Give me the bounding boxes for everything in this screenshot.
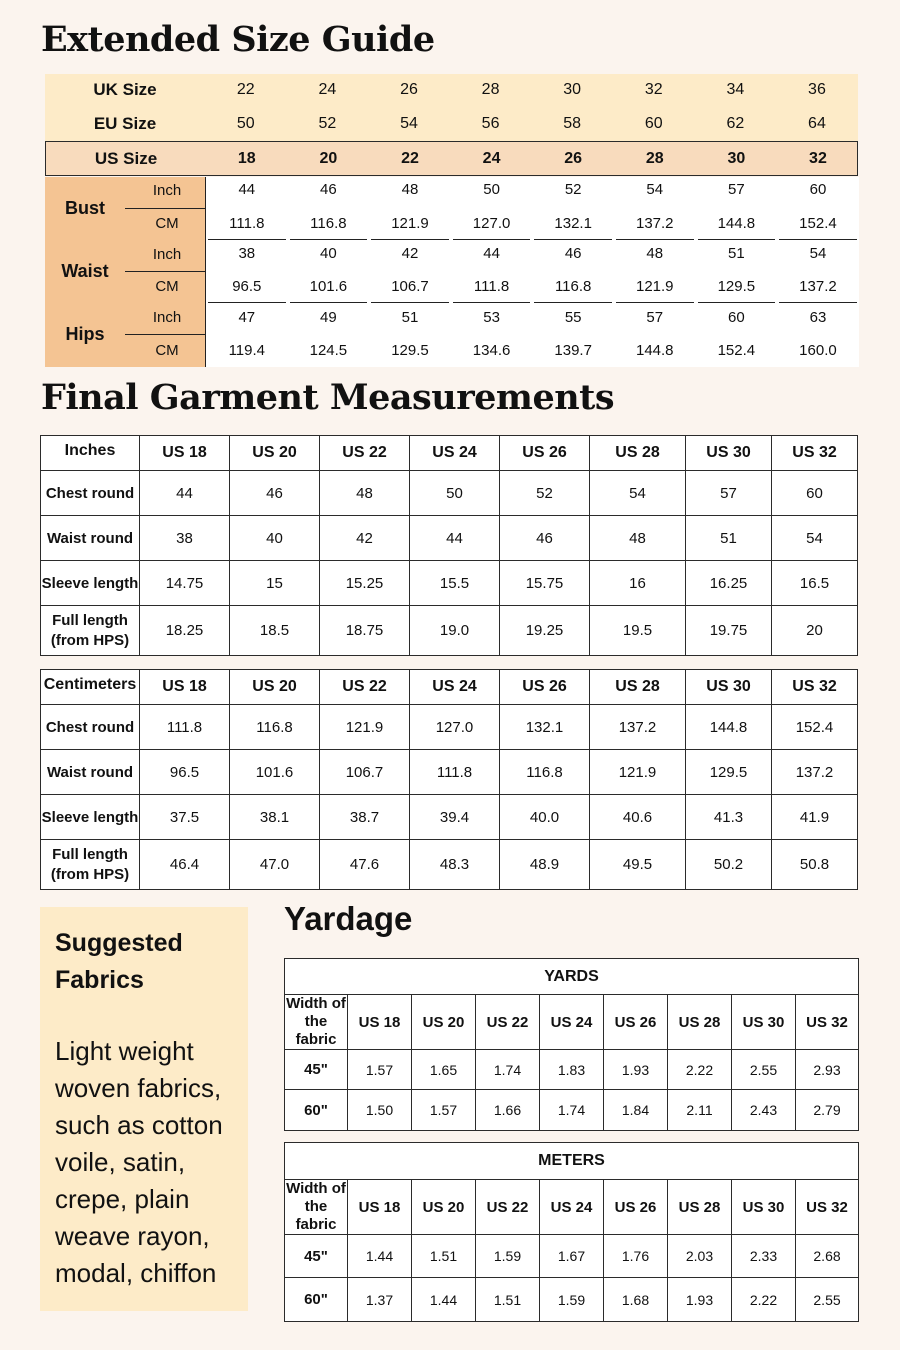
extended-size-guide-title: Extended Size Guide [41,19,435,60]
table-header-row [41,670,858,705]
table-cell: 48 [320,471,410,516]
row-label: Sleeve length [41,795,140,840]
waist-cm-value: 111.8 [473,278,510,295]
hips-inch-value: 47 [238,309,256,326]
bust-cm-value: 137.2 [635,215,674,232]
table-cell: 41.3 [686,795,772,840]
hips-inch-value: 53 [483,309,500,326]
row-label: Full length (from HPS) [41,840,140,890]
table-cell: 38.1 [230,795,320,840]
table-cell: 48.9 [500,840,590,890]
bust-cm-value: 144.8 [717,215,756,232]
table-cell: 1.59 [476,1235,540,1278]
uk-size-value: 30 [563,81,582,98]
hips-inch-value: 51 [401,309,419,326]
table-cell: 121.9 [320,705,410,750]
hips-cm-value: 134.6 [472,342,511,359]
table-cell: 39.4 [410,795,500,840]
row-label: Full length (from HPS) [41,606,140,656]
table-cell: 16.5 [772,561,858,606]
bust-inch-value: 57 [728,181,745,198]
table-row [41,516,858,561]
waist-cm-value: 137.2 [799,278,837,295]
size-header: US 28 [590,436,686,471]
row-label: 45" [285,1235,348,1278]
size-header: US 30 [732,1180,796,1235]
row-label: 45" [285,1050,348,1090]
table-cell: 48 [590,516,686,561]
size-header: US 30 [686,436,772,471]
table-cell: 54 [772,516,858,561]
table-row [41,471,858,516]
table-row [41,561,858,606]
table-cell: 37.5 [140,795,230,840]
cm-unit-label: CM [155,215,179,232]
table-cell: 18.5 [230,606,320,656]
table-header-row [41,436,858,471]
table-cell: 46.4 [140,840,230,890]
row-label: Waist round [41,516,140,561]
size-header: US 22 [320,670,410,705]
eu-size-value: 60 [644,115,663,132]
table-row [41,840,858,890]
us-size-value: 18 [237,149,256,167]
waist-inch-value: 46 [564,245,582,262]
bust-inch-row [206,181,859,198]
size-header: US 26 [604,995,668,1050]
size-header: US 30 [732,995,796,1050]
size-header: US 26 [500,436,590,471]
waist-cm-value: 129.5 [717,278,756,295]
table-cell: 50 [410,471,500,516]
size-header: US 26 [500,670,590,705]
table-cell: 1.51 [476,1278,540,1322]
waist-inch-value: 44 [483,245,500,262]
caption-row [285,959,859,995]
eu-size-value: 64 [808,115,826,132]
hips-inch-value: 55 [564,309,582,326]
table-cell: 137.2 [772,750,858,795]
table-cell: 1.93 [604,1050,668,1090]
table-cell: 14.75 [140,561,230,606]
table-cell: 1.44 [348,1235,412,1278]
row-label: 60" [285,1090,348,1131]
size-header: US 20 [230,436,320,471]
eu-size-value: 54 [400,115,418,132]
table-cell: 2.55 [732,1050,796,1090]
eu-size-value: 50 [236,115,255,132]
hips-label: Hips [65,324,105,344]
uk-size-value: 26 [400,81,418,98]
table-cell: 1.74 [476,1050,540,1090]
table-cell: 15.75 [500,561,590,606]
meters-table [284,1142,859,1322]
us-size-value: 28 [645,149,664,167]
table-cell: 47.6 [320,840,410,890]
extended-size-table [45,74,858,367]
bust-block [45,177,858,240]
hips-inch-value: 49 [320,309,337,326]
table-cell: 41.9 [772,795,858,840]
table-cell: 1.66 [476,1090,540,1131]
size-header: US 18 [348,995,412,1050]
uk-size-label: UK Size [93,80,157,99]
size-header: US 18 [140,670,230,705]
table-cell: 2.33 [732,1235,796,1278]
table-cell: 2.22 [668,1050,732,1090]
cm-unit-label: CM [155,342,179,359]
bust-cm-value: 121.9 [391,215,429,232]
us-size-value: 32 [809,149,827,167]
table-cell: 44 [140,471,230,516]
size-header: US 24 [540,1180,604,1235]
table-cell: 116.8 [230,705,320,750]
table-cell: 51 [686,516,772,561]
table-cell: 19.75 [686,606,772,656]
size-header: US 24 [540,995,604,1050]
bust-inch-value: 50 [483,181,500,198]
caption-row [285,1143,859,1180]
eu-size-value: 56 [481,115,500,132]
table-cell: 1.57 [412,1090,476,1131]
table-cell: 18.75 [320,606,410,656]
table-cell: 1.57 [348,1050,412,1090]
table-cell: 1.37 [348,1278,412,1322]
table-cell: 16.25 [686,561,772,606]
bust-cm-value: 132.1 [554,215,592,232]
garment-measurements-title: Final Garment Measurements [41,377,615,418]
waist-inch-value: 48 [646,245,664,262]
table-cell: 1.51 [412,1235,476,1278]
table-row [41,795,858,840]
table-cell: 15 [230,561,320,606]
waist-block [45,240,858,303]
inches-header: Inches [41,436,140,471]
uk-size-value: 28 [481,81,500,98]
eu-size-value: 62 [726,115,745,132]
row-label: Chest round [41,705,140,750]
suggested-fabrics-text: Light weight woven fabrics, such as cotton voile, satin, crepe, plain weave rayon, modal, chiffon [55,1036,223,1288]
size-header: US 28 [590,670,686,705]
table-cell: 144.8 [686,705,772,750]
uk-eu-band [45,74,858,141]
table-cell: 38 [140,516,230,561]
size-header: US 20 [412,995,476,1050]
table-cell: 1.59 [540,1278,604,1322]
size-header: US 32 [796,1180,859,1235]
us-size-value: 24 [482,149,501,167]
size-header: US 26 [604,1180,668,1235]
uk-size-value: 24 [318,81,337,98]
waist-cm-row [206,278,859,295]
table-cell: 121.9 [590,750,686,795]
bust-label: Bust [65,198,105,218]
table-row [285,1235,859,1278]
row-label: Chest round [41,471,140,516]
hips-block [45,303,858,367]
table-cell: 50.2 [686,840,772,890]
hips-inch-value: 57 [646,309,664,326]
table-row [41,705,858,750]
waist-cm-value: 101.6 [309,278,348,295]
size-header: US 24 [410,670,500,705]
table-cell: 15.5 [410,561,500,606]
size-header: US 32 [772,436,858,471]
table-cell: 106.7 [320,750,410,795]
us-size-value: 22 [401,149,419,167]
table-cell: 101.6 [230,750,320,795]
waist-label: Waist [61,261,109,281]
bust-inch-value: 46 [320,181,337,198]
hips-inch-value: 60 [728,309,745,326]
table-cell: 111.8 [410,750,500,795]
table-cell: 60 [772,471,858,516]
size-header: US 20 [412,1180,476,1235]
bust-inch-value: 54 [646,181,664,198]
yards-caption: YARDS [285,959,859,995]
table-cell: 19.25 [500,606,590,656]
bust-cm-value: 116.8 [310,215,347,232]
bust-inch-value: 60 [809,181,827,198]
table-cell: 1.50 [348,1090,412,1131]
us-size-row [45,141,858,176]
waist-cm-value: 96.5 [232,278,262,295]
table-cell: 111.8 [140,705,230,750]
table-cell: 1.83 [540,1050,604,1090]
table-cell: 48.3 [410,840,500,890]
table-cell: 44 [410,516,500,561]
hips-inch-value: 63 [809,309,827,326]
table-header-row [285,1180,859,1235]
suggested-fabrics-panel [40,907,248,1311]
size-header: US 30 [686,670,772,705]
table-cell: 42 [320,516,410,561]
table-cell: 2.43 [732,1090,796,1131]
size-header: US 22 [320,436,410,471]
us-size-value: 20 [319,149,338,167]
table-cell: 2.03 [668,1235,732,1278]
table-cell: 1.67 [540,1235,604,1278]
table-cell: 2.22 [732,1278,796,1322]
table-row [41,750,858,795]
table-cell: 46 [500,516,590,561]
table-cell: 1.76 [604,1235,668,1278]
waist-inch-value: 51 [728,245,745,262]
waist-cm-value: 116.8 [554,278,592,295]
hips-cm-value: 144.8 [635,342,674,359]
table-cell: 2.93 [796,1050,859,1090]
hips-cm-row [206,342,859,359]
eu-size-row [45,107,858,141]
us-size-label: US Size [94,148,158,168]
size-header: US 22 [476,1180,540,1235]
table-cell: 129.5 [686,750,772,795]
size-header: US 32 [796,995,859,1050]
waist-inch-value: 54 [809,245,827,262]
table-cell: 49.5 [590,840,686,890]
hips-cm-value: 152.4 [717,342,756,359]
table-header-row [285,995,859,1050]
waist-inch-row [206,245,859,262]
waist-cm-value: 106.7 [391,278,429,295]
hips-cm-value: 119.4 [228,342,266,359]
table-cell: 137.2 [590,705,686,750]
table-cell: 15.25 [320,561,410,606]
table-cell: 2.79 [796,1090,859,1131]
hips-cm-value: 160.0 [799,342,837,359]
table-cell: 20 [772,606,858,656]
table-cell: 54 [590,471,686,516]
table-cell: 19.5 [590,606,686,656]
us-size-value: 30 [727,149,746,167]
row-label: 60" [285,1278,348,1322]
yardage-title: Yardage [284,900,413,937]
table-cell: 40 [230,516,320,561]
hips-cm-value: 129.5 [391,342,429,359]
bust-inch-value: 52 [564,181,582,198]
waist-inch-value: 42 [401,245,419,262]
uk-size-value: 22 [236,81,255,98]
width-of-fabric-header: Width of the fabric [286,995,346,1048]
table-row [285,1278,859,1322]
size-header: US 24 [410,436,500,471]
table-cell: 38.7 [320,795,410,840]
waist-inch-value: 38 [238,245,256,262]
size-header: US 28 [668,995,732,1050]
hips-cm-value: 139.7 [554,342,592,359]
eu-size-value: 52 [318,115,337,132]
table-cell: 1.93 [668,1278,732,1322]
hips-cm-value: 124.5 [309,342,348,359]
table-cell: 40.0 [500,795,590,840]
uk-size-value: 32 [644,81,663,98]
size-header: US 18 [140,436,230,471]
table-cell: 18.25 [140,606,230,656]
table-cell: 1.74 [540,1090,604,1131]
table-cell: 96.5 [140,750,230,795]
table-cell: 46 [230,471,320,516]
table-cell: 57 [686,471,772,516]
waist-cm-value: 121.9 [635,278,674,295]
size-header: US 22 [476,995,540,1050]
inch-unit-label: Inch [152,182,182,199]
garment-inches-table [40,435,858,656]
inch-unit-label: Inch [152,309,182,326]
bust-cm-row [206,215,859,232]
table-cell: 1.84 [604,1090,668,1131]
uk-size-row [45,74,858,106]
us-size-value: 26 [564,149,583,167]
size-header: US 18 [348,1180,412,1235]
size-header: US 28 [668,1180,732,1235]
table-cell: 116.8 [500,750,590,795]
table-cell: 132.1 [500,705,590,750]
table-cell: 1.68 [604,1278,668,1322]
table-row [41,606,858,656]
table-cell: 1.44 [412,1278,476,1322]
table-cell: 127.0 [410,705,500,750]
table-cell: 16 [590,561,686,606]
table-cell: 47.0 [230,840,320,890]
table-row [285,1050,859,1090]
bust-cm-value: 127.0 [472,215,511,232]
bust-cm-value: 111.8 [229,215,265,232]
uk-size-value: 36 [808,81,826,98]
inch-unit-label: Inch [152,246,182,263]
bust-inch-value: 44 [238,181,256,198]
size-header: US 32 [772,670,858,705]
table-cell: 52 [500,471,590,516]
table-cell: 1.65 [412,1050,476,1090]
row-label: Waist round [41,750,140,795]
table-cell: 2.55 [796,1278,859,1322]
hips-inch-row [206,309,859,326]
bust-inch-value: 48 [401,181,419,198]
suggested-fabrics-title: Suggested Fabrics [55,929,183,994]
table-cell: 2.68 [796,1235,859,1278]
table-cell: 19.0 [410,606,500,656]
yards-table [284,958,859,1131]
uk-size-value: 34 [726,81,745,98]
eu-size-value: 58 [563,115,582,132]
table-cell: 50.8 [772,840,858,890]
size-header: US 20 [230,670,320,705]
waist-inch-value: 40 [320,245,337,262]
cm-unit-label: CM [155,278,179,295]
row-label: Sleeve length [41,561,140,606]
table-cell: 2.11 [668,1090,732,1131]
bust-cm-value: 152.4 [799,215,837,232]
centimeters-header: Centimeters [41,670,140,705]
meters-caption: METERS [285,1143,859,1180]
table-row [285,1090,859,1131]
eu-size-label: EU Size [93,114,157,133]
garment-centimeters-table [40,669,858,890]
width-of-fabric-header: Width of the fabric [286,1180,346,1233]
table-cell: 152.4 [772,705,858,750]
table-cell: 40.6 [590,795,686,840]
